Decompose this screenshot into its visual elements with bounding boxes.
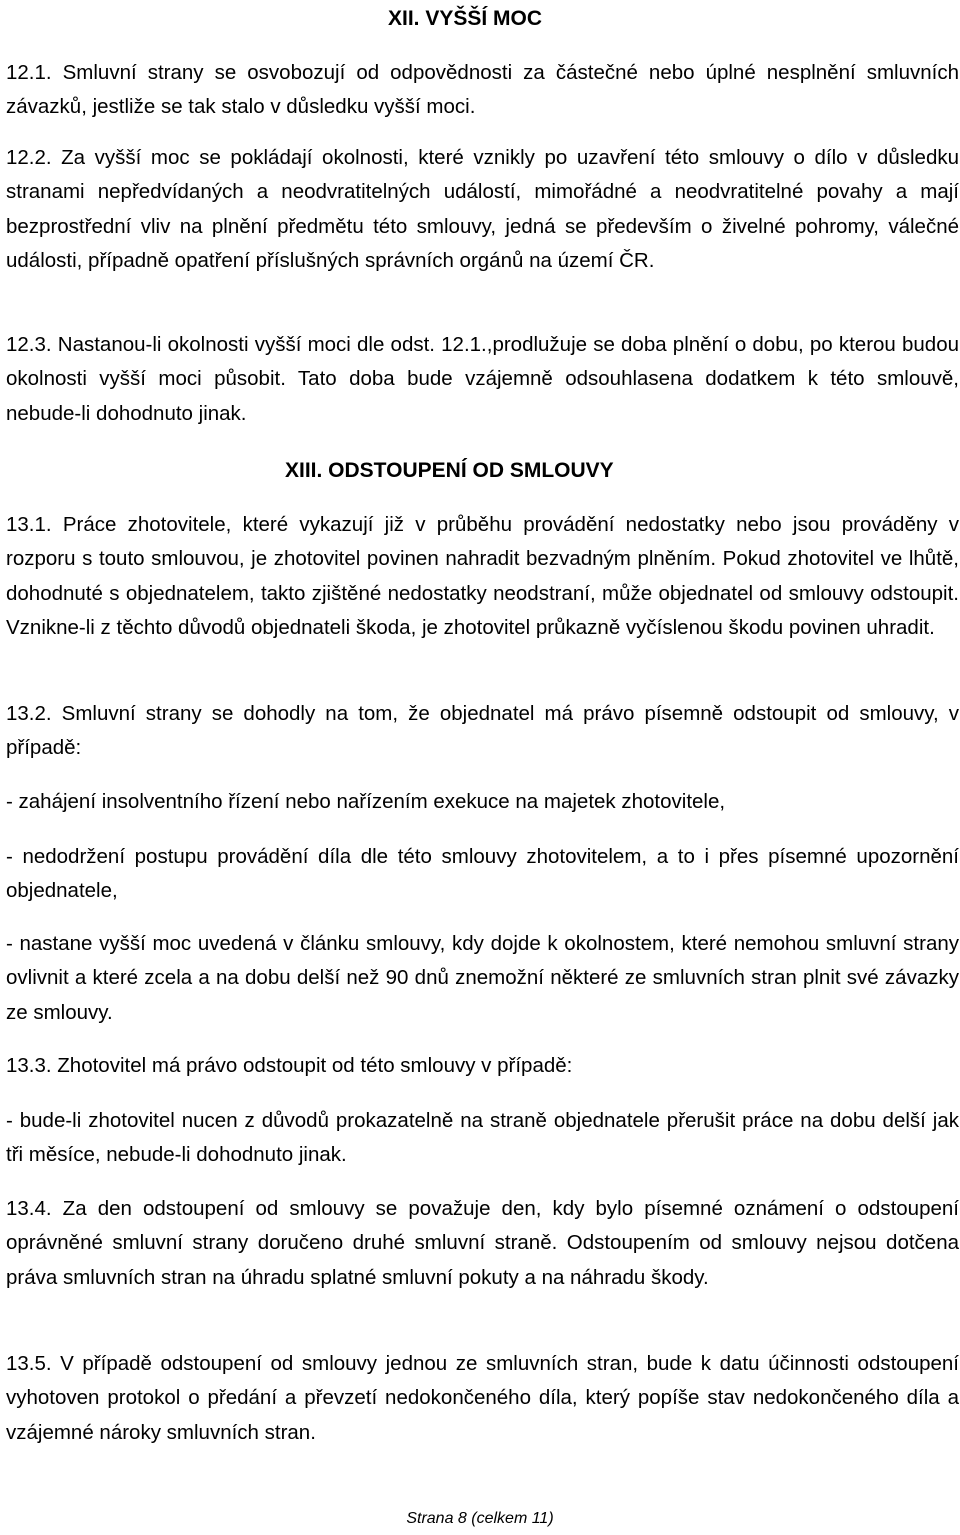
list-item-13-2-c: - nastane vyšší moc uvedená v článku smlouvy, kdy dojde k okolnostem, které nemohou smluvní strany ovlivnit a které zcela a na dobu delší než 90 dnů znemožní některé ze smluvních stran plnit své závazky ze smlouvy. [6,932,959,1024]
list-item-13-2-b: - nedodržení postupu provádění díla dle této smlouvy zhotovitelem, a to i přes písemné upozornění objednatele, [6,845,959,903]
paragraph-13-4: 13.4. Za den odstoupení od smlouvy se považuje den, kdy bylo písemné oznámení o odstoupení oprávněné smluvní strany doručeno druhé smluvní straně. Odstoupením od smlouvy nejsou dotčena práva smluvních stran na úhradu splatné smluvní pokuty a na náhradu škody. [6,1197,959,1289]
page-footer: Strana 8 (celkem 11) [406,1510,554,1527]
paragraph-13-1: 13.1. Práce zhotovitele, které vykazují již v průběhu provádění nedostatky nebo jsou prováděny v rozporu s touto smlouvou, je zhotovitel povinen nahradit bezvadným plněním. Pokud zhotovitel ve lhůtě, dohodnuté s objednatelem, takto zjištěné nedostatky neodstraní, může objednatel od smlouvy odstoupit. Vznikne-li z těchto důvodů objednateli škoda, je zhotovitel průkazně vyčíslenou škodu povinen uhradit. [6,513,959,640]
paragraph-13-5: 13.5. V případě odstoupení od smlouvy jednou ze smluvních stran, bude k datu účinnosti odstoupení vyhotoven protokol o předání a převzetí nedokončeného díla, který popíše stav nedokončeného díla a vzájemné nároky smluvních stran. [6,1352,959,1444]
section-heading-xii: XII. VYŠŠÍ MOC [388,7,543,30]
paragraph-12-2: 12.2. Za vyšší moc se pokládají okolnosti, které vznikly po uzavření této smlouvy o dílo v důsledku stranami nepředvídaných a neodvratitelných událostí, mimořádné a neodvratitelné povahy a mají bezprostřední vliv na plnění předmětu této smlouvy, jedná se především o živelné pohromy, válečné události, případně opatření příslušných správních orgánů na území ČR. [6,146,959,273]
paragraph-12-3: 12.3. Nastanou-li okolnosti vyšší moci dle odst. 12.1.,prodlužuje se doba plnění o dobu, po kterou budou okolnosti vyšší moci působit. Tato doba bude vzájemně odsouhlasena dodatkem k této smlouvě, nebude-li dohodnuto jinak. [6,333,959,425]
paragraph-13-2: 13.2. Smluvní strany se dohodly na tom, že objednatel má právo písemně odstoupit od smlouvy, v případě: [6,702,959,760]
list-item-13-2-a: - zahájení insolventního řízení nebo nařízením exekuce na majetek zhotovitele, [6,790,726,813]
paragraph-12-1: 12.1. Smluvní strany se osvobozují od odpovědnosti za částečné nebo úplné nesplnění smluvních závazků, jestliže se tak stalo v důsledku vyšší moci. [6,61,959,119]
section-heading-xiii: XIII. ODSTOUPENÍ OD SMLOUVY [285,459,614,482]
paragraph-13-3: 13.3. Zhotovitel má právo odstoupit od této smlouvy v případě: [6,1054,573,1077]
list-item-13-3-a: - bude-li zhotovitel nucen z důvodů prokazatelně na straně objednatele přerušit práce na dobu delší jak tři měsíce, nebude-li dohodnuto jinak. [6,1109,959,1167]
